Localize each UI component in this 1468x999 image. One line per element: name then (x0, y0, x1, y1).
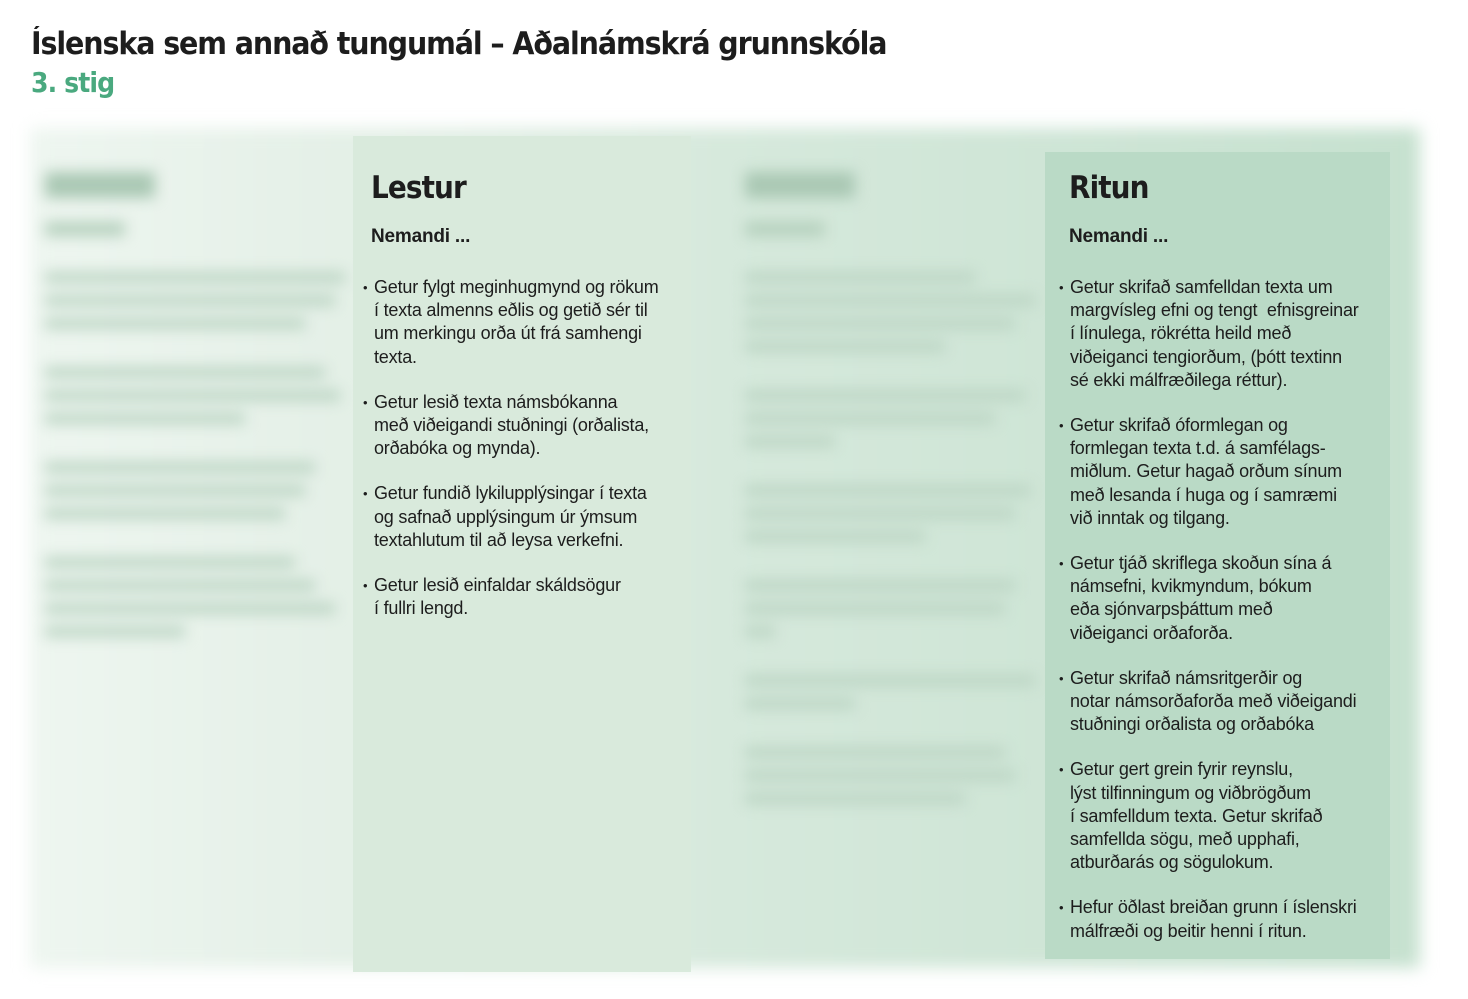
page-title: Íslenska sem annað tungumál – Aðalnámskrá grunnskóla (31, 26, 887, 62)
column-intro: Nemandi ... (371, 226, 471, 247)
list-item: • Getur fundið lykilupplýsingar í texta og safnað upplýsingum úr ýmsum textahlutum til að leysa verkefni. (373, 482, 691, 552)
list-item: • Hefur öðlast breiðan grunn í íslenskri málfræði og beitir henni í ritun. (1069, 896, 1390, 942)
blurred-column-3 (745, 172, 1035, 816)
list-item: • Getur skrifað námsritgerðir og notar námsorðaforða með viðeigandi stuðningi orðalista og orðabóka (1069, 667, 1390, 737)
column-ritun (1045, 152, 1390, 959)
list-item: • Getur skrifað óformlegan og formlegan texta t.d. á samfélags- miðlum. Getur hagað orðum sínum með lesanda í huga og í samræmi við inntak og tilgang. (1069, 414, 1390, 530)
blurred-column-1 (45, 172, 345, 649)
list-item: • Getur lesið einfaldar skáldsögur í fullri lengd. (373, 574, 691, 620)
column-lestur (353, 136, 691, 972)
list-item: • Getur skrifað samfelldan texta um margvísleg efni og tengt efnisgreinar í línulega, rökrétta heild með viðeiganci tengiorðum, (þótt textinn sé ekki málfræðilega réttur). (1069, 276, 1390, 392)
list-item: • Getur gert grein fyrir reynslu, lýst tilfinningum og viðbrögðum í samfelldum texta. Getur skrifað samfellda sögu, með upphafi, atburðarás og sögulokum. (1069, 758, 1390, 874)
list-item: • Getur fylgt meginhugmynd og rökum í texta almenns eðlis og getið sér til um merkingu orða út frá samhengi texta. (373, 276, 691, 369)
page-subtitle: 3. stig (31, 66, 115, 99)
list-item: • Getur tjáð skriflega skoðun sína á námsefni, kvikmyndum, bókum eða sjónvarpsþáttum með viðeiganci orðaforða. (1069, 552, 1390, 645)
list-item: • Getur lesið texta námsbókanna með viðeigandi stuðningi (orðalista, orðabóka og mynda). (373, 391, 691, 461)
column-title: Lestur (371, 170, 466, 206)
column-intro: Nemandi ... (1069, 226, 1169, 247)
column-title: Ritun (1069, 170, 1149, 206)
